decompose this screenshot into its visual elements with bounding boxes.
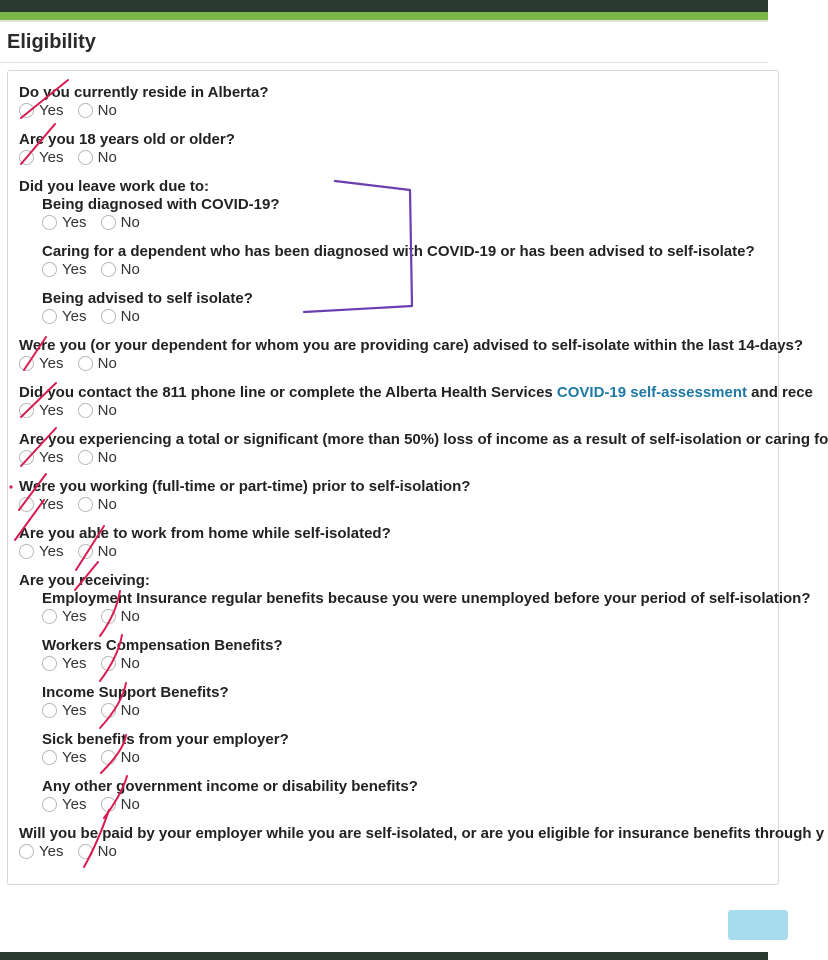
option-label-no: No [97,402,117,419]
radio-circle-icon [101,797,116,812]
radio-circle-icon [78,150,93,165]
radio-circle-icon [78,403,93,418]
brand-accent-bar [0,12,768,20]
option-label-yes: Yes [62,655,87,672]
radio-circle-icon [42,309,57,324]
question-contact-811-text: Did you contact the 811 phone line or complete the Alberta Health Services [19,384,557,401]
option-label-yes: Yes [39,355,64,372]
radio-circle-icon [101,703,116,718]
radio-income-loss-no[interactable] [78,449,117,466]
header-bar [0,0,768,12]
radio-circle-icon [42,703,57,718]
footer-bar [0,952,768,960]
option-label-yes: Yes [62,796,87,813]
option-label-no: No [120,749,140,766]
question-other-government-benefits: Any other government income or disability benefits? [42,778,418,795]
radio-sick-benefits-yes[interactable] [42,749,86,766]
question-reside-alberta: Do you currently reside in Alberta? [19,84,269,101]
option-label-no: No [97,149,117,166]
radio-circle-icon [19,103,34,118]
options-diagnosed-covid [42,214,150,232]
radio-circle-icon [101,609,116,624]
question-contact-811-text-end: and rece [747,384,813,401]
radio-income-support-no[interactable] [101,702,140,719]
options-work-from-home [19,543,127,561]
question-sick-benefits: Sick benefits from your employer? [42,731,289,748]
radio-working-prior-yes[interactable] [19,496,63,513]
options-other-government-benefits [42,796,150,814]
radio-circle-icon [19,356,34,371]
radio-circle-icon [101,215,116,230]
radio-advised-14-days-yes[interactable] [19,355,63,372]
options-advised-14-days [19,355,127,373]
radio-circle-icon [42,750,57,765]
radio-circle-icon [78,103,93,118]
radio-contact-811-no[interactable] [78,402,117,419]
radio-work-from-home-yes[interactable] [19,543,63,560]
option-label-no: No [120,702,140,719]
radio-caring-dependent-yes[interactable] [42,261,86,278]
radio-circle-icon [101,262,116,277]
option-label-yes: Yes [62,214,87,231]
option-label-yes: Yes [39,402,64,419]
page-title: Eligibility [7,31,96,53]
option-label-no: No [120,261,140,278]
radio-workers-compensation-yes[interactable] [42,655,86,672]
question-leave-work: Did you leave work due to: [19,178,210,195]
radio-circle-icon [19,150,34,165]
options-contact-811 [19,402,127,420]
option-label-yes: Yes [39,102,64,119]
radio-circle-icon [78,450,93,465]
radio-circle-icon [78,844,93,859]
options-reside-alberta [19,102,127,120]
options-paid-by-employer [19,843,127,861]
option-label-no: No [97,496,117,513]
options-working-prior [19,496,127,514]
radio-advised-isolate-yes[interactable] [42,308,86,325]
option-label-no: No [120,308,140,325]
radio-other-government-benefits-no[interactable] [101,796,140,813]
radio-reside-alberta-yes[interactable] [19,102,63,119]
radio-circle-icon [78,497,93,512]
radio-workers-compensation-no[interactable] [101,655,140,672]
option-label-yes: Yes [62,261,87,278]
radio-diagnosed-covid-yes[interactable] [42,214,86,231]
question-income-support: Income Support Benefits? [42,684,229,701]
question-contact-811 [19,384,813,401]
radio-sick-benefits-no[interactable] [101,749,140,766]
option-label-no: No [97,449,117,466]
title-divider [0,62,768,63]
radio-circle-icon [78,356,93,371]
question-workers-compensation: Workers Compensation Benefits? [42,637,283,654]
option-label-no: No [120,655,140,672]
options-advised-isolate [42,308,150,326]
radio-circle-icon [42,215,57,230]
radio-circle-icon [78,544,93,559]
radio-circle-icon [19,844,34,859]
radio-other-government-benefits-yes[interactable] [42,796,86,813]
radio-circle-icon [42,797,57,812]
question-working-prior: Were you working (full-time or part-time) prior to self-isolation? [19,478,471,495]
self-assessment-link[interactable]: COVID-19 self-assessment [556,384,748,401]
question-income-loss: Are you experiencing a total or significant (more than 50%) loss of income as a result of self-isolation or caring fo [19,431,828,448]
radio-advised-14-days-no[interactable] [78,355,117,372]
radio-caring-dependent-no[interactable] [101,261,140,278]
option-label-no: No [97,355,117,372]
radio-income-support-yes[interactable] [42,702,86,719]
header-underline [0,20,768,22]
option-label-yes: Yes [62,749,87,766]
radio-contact-811-yes[interactable] [19,402,63,419]
radio-working-prior-no[interactable] [78,496,117,513]
option-label-no: No [97,102,117,119]
radio-diagnosed-covid-no[interactable] [101,214,140,231]
radio-circle-icon [42,609,57,624]
option-label-yes: Yes [62,608,87,625]
radio-employment-insurance-no[interactable] [101,608,140,625]
radio-advised-isolate-no[interactable] [101,308,140,325]
option-label-no: No [120,214,140,231]
options-employment-insurance [42,608,150,626]
radio-paid-by-employer-no[interactable] [78,843,117,860]
radio-circle-icon [19,450,34,465]
options-workers-compensation [42,655,150,673]
question-advised-isolate: Being advised to self isolate? [42,290,253,307]
radio-circle-icon [101,750,116,765]
radio-circle-icon [42,656,57,671]
question-work-from-home: Are you able to work from home while self-isolated? [19,525,391,542]
option-label-yes: Yes [39,496,64,513]
radio-employment-insurance-yes[interactable] [42,608,86,625]
options-age-18 [19,149,127,167]
options-income-support [42,702,150,720]
question-age-18: Are you 18 years old or older? [19,131,235,148]
radio-paid-by-employer-yes[interactable] [19,843,63,860]
radio-circle-icon [19,403,34,418]
question-diagnosed-covid: Being diagnosed with COVID-19? [42,196,280,213]
option-label-yes: Yes [39,149,64,166]
radio-age-18-yes[interactable] [19,149,63,166]
option-label-yes: Yes [62,308,87,325]
option-label-yes: Yes [39,449,64,466]
option-label-no: No [97,543,117,560]
option-label-yes: Yes [39,843,64,860]
option-label-no: No [97,843,117,860]
question-employment-insurance: Employment Insurance regular benefits because you were unemployed before your period of self-isolation? [42,590,811,607]
radio-income-loss-yes[interactable] [19,449,63,466]
question-caring-dependent: Caring for a dependent who has been diagnosed with COVID-19 or has been advised to self-isolate? [42,243,755,260]
option-label-yes: Yes [62,702,87,719]
options-caring-dependent [42,261,150,279]
radio-circle-icon [101,309,116,324]
option-label-no: No [120,608,140,625]
option-label-yes: Yes [39,543,64,560]
radio-circle-icon [19,497,34,512]
question-receiving: Are you receiving: [19,572,150,589]
question-advised-14-days: Were you (or your dependent for whom you are providing care) advised to self-isolate within the last 14-days? [19,337,804,354]
radio-circle-icon [42,262,57,277]
options-sick-benefits [42,749,150,767]
question-paid-by-employer: Will you be paid by your employer while you are self-isolated, or are you eligible for insurance benefits through y [19,825,825,842]
radio-circle-icon [101,656,116,671]
radio-work-from-home-no[interactable] [78,543,117,560]
submit-button[interactable] [728,910,788,940]
options-income-loss [19,449,127,467]
radio-age-18-no[interactable] [78,149,117,166]
radio-reside-alberta-no[interactable] [78,102,117,119]
radio-circle-icon [19,544,34,559]
option-label-no: No [120,796,140,813]
